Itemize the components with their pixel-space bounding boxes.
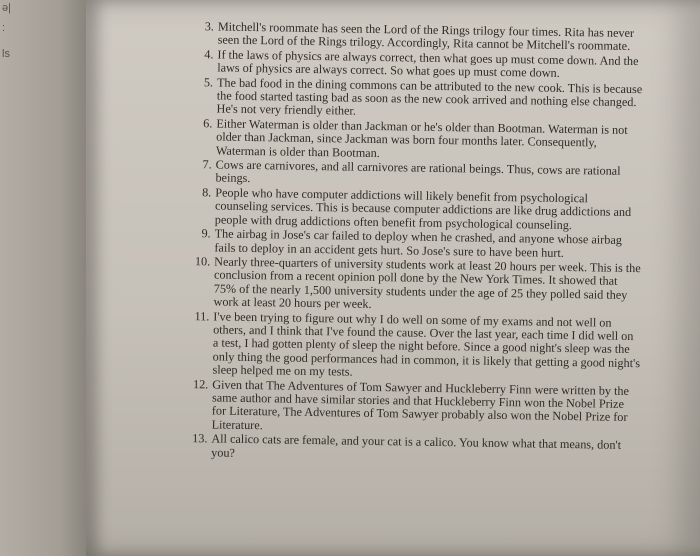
exercise-list <box>179 20 646 467</box>
item-text: Given that The Adventures of Tom Sawyer and Huckleberry Finn were written by the same author and have similar stories and that Huckleberry Finn won the Nobel Prize for Literature, The Adventures of Tom Sawyer probably also won the Nobel Prize for Literature. <box>211 377 630 433</box>
exercise-item <box>181 255 642 316</box>
item-number: 11. <box>194 308 210 323</box>
item-number: 9. <box>201 226 211 241</box>
item-number: 7. <box>202 157 212 172</box>
item-text: All calico cats are female, and your cat is a calico. You know what that means, don't you? <box>211 431 622 460</box>
margin-mark: ə| <box>2 2 11 14</box>
exercise-item <box>180 309 641 383</box>
item-text: I've been trying to figure out why I do well on some of my exams and not well on others, and I think that I've found the cause. Over the last year, each time I did well on a test, I had gotten plenty of sleep the night before. Since a good night's sleep was the only thing the good performances had in common, it is likely that getting a good night's sleep helped me on my tests. <box>212 308 641 379</box>
exercise-item <box>179 432 639 466</box>
item-text: The bad food in the dining commons can be attributed to the new cook. This is because the food started tasting bad as soon as the new cook arrived and nothing else changed. He's not very friendly either. <box>216 75 643 119</box>
item-number: 10. <box>194 254 211 269</box>
item-text: People who have computer addictions will likely benefit from psychological counseling services. This is because computer addictions are like drug addictions and people with drug addictions often benefit from psychological counseling. <box>214 185 632 232</box>
item-text: If the laws of physics are always correct, then what goes up must come down. And the laws of physics are always correct. So what goes up must come down. <box>217 47 639 81</box>
margin-mark: : <box>2 22 6 34</box>
margin-mark: ls <box>2 48 10 60</box>
item-text: Cows are carnivores, and all carnivores are rational beings. Thus, cows are rational beings. <box>215 157 621 186</box>
item-number: 12. <box>192 376 209 391</box>
exercise-item <box>180 378 641 439</box>
item-number: 8. <box>202 185 212 200</box>
item-number: 6. <box>203 116 213 131</box>
item-number: 13. <box>192 431 208 446</box>
item-text: Nearly three-quarters of university students work at least 20 hours per week. This is the conclusion from a recent opinion poll done by the New York Times. It showed that 75% of the nearly 1,500 university students under the age of 25 they polled said they work at least 20 hours per week. <box>213 254 641 312</box>
left-margin <box>0 0 86 556</box>
item-text: Either Waterman is older than Jackman or he's older than Bootman. Waterman is not older than Jackman, since Jackman was born four months later. Consequently, Waterman is older than Bootman. <box>215 116 628 160</box>
item-number: 4. <box>204 47 214 62</box>
book-page <box>86 0 700 556</box>
item-number: 3. <box>204 19 215 34</box>
item-text: Mitchell's roommate has seen the Lord of the Rings trilogy four times. Rita has never seen the Lord of the Rings trilogy. Accordingly, Rita cannot be Mitchell's roommate. <box>217 19 635 54</box>
exercise-item <box>184 76 645 123</box>
item-number: 5. <box>203 74 214 90</box>
item-text: The airbag in Jose's car failed to deploy when he crashed, and anyone whose airbag fails to deploy in an accident gets hurt. So Jose's sure to have been hurt. <box>214 226 623 260</box>
